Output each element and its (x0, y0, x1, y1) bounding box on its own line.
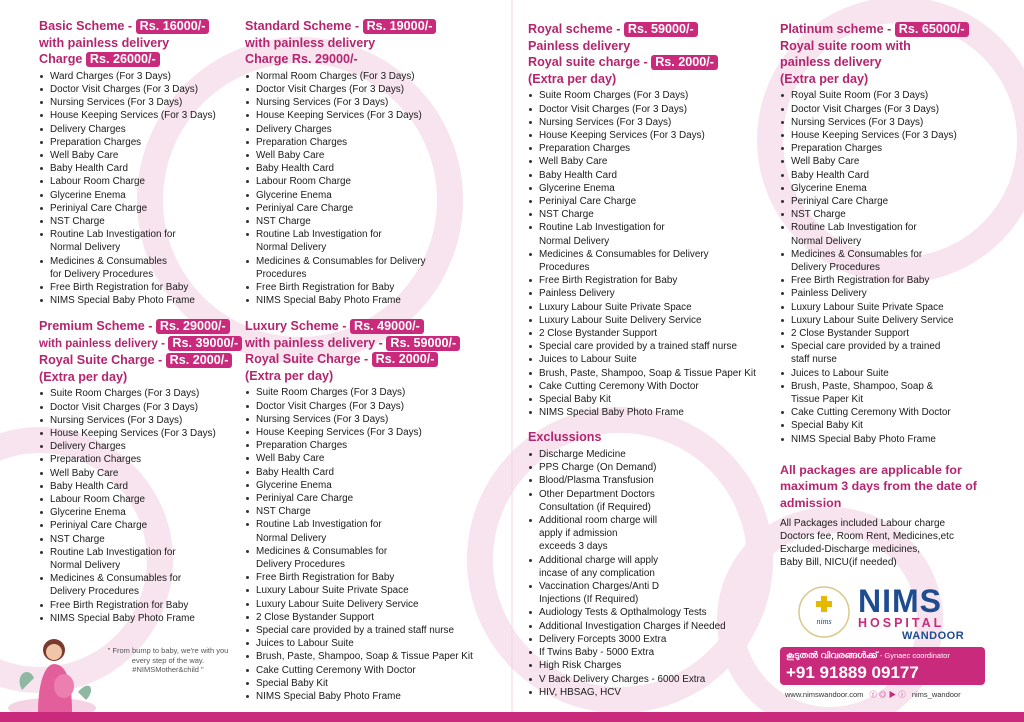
tagline-quote: " From bump to baby, we're with you every step of the way. #NIMSMother&child " (107, 646, 229, 674)
platinum-list-item: Nursing Services (For 3 Days) (780, 116, 1000, 129)
basic-list-item: Nursing Services (For 3 Days) (39, 96, 239, 109)
platinum-list-item: Preparation Charges (780, 142, 1000, 155)
basic-list-item: Routine Lab Investigation for (39, 228, 239, 241)
luxury-list-item: Medicines & Consumables for (245, 545, 485, 558)
platinum-list-item: Luxury Labour Suite Delivery Service (780, 314, 1000, 327)
basic-list-item: Normal Delivery (50, 242, 121, 254)
royal-list-item: Nursing Services (For 3 Days) (528, 116, 773, 129)
premium-price-badge: Rs. 29000/- (156, 319, 230, 334)
standard-list-item: Nursing Services (For 3 Days) (245, 96, 475, 109)
premium-list-item: Well Baby Care (39, 467, 244, 480)
basic-list-item: Medicines & Consumables (39, 255, 239, 268)
royal-list-item: Glycerine Enema (528, 182, 773, 195)
nims-emblem-icon (796, 584, 852, 640)
basic-list-item: Preparation Charges (39, 136, 239, 149)
luxury-list-item: NST Charge (245, 505, 485, 518)
basic-list-item: for Delivery Procedures (50, 268, 154, 280)
premium-list-item: Preparation Charges (39, 453, 244, 466)
exclusions-list-item: Other Department Doctors (528, 488, 773, 501)
basic-scheme (39, 18, 239, 307)
platinum-price-badge: Rs. 65000/- (895, 22, 969, 37)
standard-list-item: Medicines & Consumables for Delivery (245, 255, 475, 268)
royal-scheme (528, 21, 773, 699)
royal-price-badge: Rs. 59000/- (624, 22, 698, 37)
luxury-list-item: Suite Room Charges (For 3 Days) (245, 386, 485, 399)
premium-heading: Premium Scheme - Rs. 29000/- with painless delivery - Rs. 39000/- Royal Suite Charge - Rs. 2000/- (Extra per day) (39, 318, 244, 385)
standard-list-item: Free Birth Registration for Baby (245, 281, 475, 294)
royal-list-item: House Keeping Services (For 3 Days) (528, 129, 773, 142)
luxury-list-item: Routine Lab Investigation for (245, 518, 485, 531)
mother-illustration-icon (8, 630, 98, 712)
exclusions-list-item: Additional room charge will (528, 514, 773, 527)
royal-list-item: Preparation Charges (528, 142, 773, 155)
standard-list-item: Periniyal Care Charge (245, 202, 475, 215)
social-handle[interactable]: nims_wandoor (911, 690, 961, 699)
basic-list-item: Labour Room Charge (39, 175, 239, 188)
luxury-list-item: Brush, Paste, Shampoo, Soap & Tissue Paper Kit (245, 650, 485, 663)
platinum-list-item: Medicines & Consumables for (780, 248, 1000, 261)
website-link[interactable]: www.nimswandoor.com (785, 690, 864, 699)
luxury-suite-price-badge: Rs. 2000/- (372, 352, 439, 367)
platinum-list-item: Royal Suite Room (For 3 Days) (780, 89, 1000, 102)
exclusions-list-item: Additional charge will apply (528, 554, 773, 567)
standard-list-item: Doctor Visit Charges (For 3 Days) (245, 83, 475, 96)
royal-suite-price-badge: Rs. 2000/- (651, 55, 718, 70)
platinum-list-item: Cake Cutting Ceremony With Doctor (780, 406, 1000, 419)
basic-list-item: NST Charge (39, 215, 239, 228)
luxury-list-item: House Keeping Services (For 3 Days) (245, 426, 485, 439)
royal-heading: Royal scheme - Rs. 59000/- Painless delivery Royal suite charge - Rs. 2000/- (Extra per day) (528, 21, 773, 87)
royal-list-item: Luxury Labour Suite Delivery Service (528, 314, 773, 327)
basic-list-item: Glycerine Enema (39, 189, 239, 202)
standard-list-item: Labour Room Charge (245, 175, 475, 188)
premium-scheme (39, 318, 244, 625)
luxury-list-item: Juices to Labour Suite (245, 637, 485, 650)
brand-place: WANDOOR (902, 630, 965, 642)
royal-list-item: Brush, Paste, Shampoo, Soap & Tissue Paper Kit (528, 367, 773, 380)
premium-list-item: Periniyal Care Charge (39, 519, 244, 532)
exclusions-list-item: Injections (If Required) (539, 594, 639, 606)
exclusions-list-item: High Risk Charges (528, 659, 773, 672)
platinum-list-item: Painless Delivery (780, 287, 1000, 300)
standard-items-list (245, 70, 475, 308)
nims-logo (796, 584, 996, 644)
platinum-list-item: Special care provided by a trained (780, 340, 1000, 353)
premium-list-item: Medicines & Consumables for (39, 572, 244, 585)
basic-list-item: Baby Health Card (39, 162, 239, 175)
basic-painless-price-badge: Rs. 26000/- (86, 52, 160, 67)
royal-list-item: Free Birth Registration for Baby (528, 274, 773, 287)
royal-list-item: 2 Close Bystander Support (528, 327, 773, 340)
platinum-list-item: staff nurse (791, 354, 837, 366)
luxury-items-list (245, 386, 485, 703)
premium-list-item: Normal Delivery (50, 560, 121, 572)
package-note-body: All Packages included Labour charge Doctors fee, Room Rent, Medicines,etc Excluded-Discharge medicines, Baby Bill, NICU(if needed) (780, 518, 954, 569)
exclusions-list-item: HIV, HBSAG, HCV (528, 686, 773, 699)
platinum-list-item: Glycerine Enema (780, 182, 1000, 195)
exclusions-list-item: Audiology Tests & Opthalmology Tests (528, 606, 773, 619)
luxury-list-item: Well Baby Care (245, 452, 485, 465)
royal-list-item: Suite Room Charges (For 3 Days) (528, 89, 773, 102)
royal-list-item: Well Baby Care (528, 155, 773, 168)
premium-list-item: Suite Room Charges (For 3 Days) (39, 387, 244, 400)
exclusions-list (528, 448, 773, 699)
luxury-list-item: Doctor Visit Charges (For 3 Days) (245, 400, 485, 413)
royal-list-item: Luxury Labour Suite Private Space (528, 301, 773, 314)
luxury-list-item: Periniyal Care Charge (245, 492, 485, 505)
platinum-list-item: Luxury Labour Suite Private Space (780, 301, 1000, 314)
premium-painless-price-badge: Rs. 39000/- (168, 336, 242, 351)
royal-list-item: Special care provided by a trained staff nurse (528, 340, 773, 353)
luxury-list-item: Luxury Labour Suite Delivery Service (245, 598, 485, 611)
basic-list-item: Free Birth Registration for Baby (39, 281, 239, 294)
platinum-list-item: Normal Delivery (791, 235, 862, 247)
premium-list-item: Free Birth Registration for Baby (39, 599, 244, 612)
standard-scheme (245, 18, 475, 307)
standard-list-item: Well Baby Care (245, 149, 475, 162)
footer-links (785, 689, 961, 700)
package-note (780, 462, 1000, 570)
contact-role: - Gynaec coordinator (877, 651, 950, 660)
platinum-list-item: Brush, Paste, Shampoo, Soap & (780, 380, 1000, 393)
contact-label: കൂടുതൽ വിവരങ്ങൾക്ക് (786, 650, 878, 660)
platinum-list-item: House Keeping Services (For 3 Days) (780, 129, 1000, 142)
brand-sub: HOSPITAL (858, 616, 945, 630)
exclusions-list-item: PPS Charge (On Demand) (528, 461, 773, 474)
luxury-list-item: Special care provided by a trained staff nurse (245, 624, 485, 637)
exclusions-list-item: Discharge Medicine (528, 448, 773, 461)
basic-price-badge: Rs. 16000/- (136, 19, 210, 34)
royal-list-item: Normal Delivery (539, 235, 610, 247)
royal-list-item: Juices to Labour Suite (528, 353, 773, 366)
platinum-heading: Platinum scheme - Rs. 65000/- Royal suite room with painless delivery (Extra per day) (780, 21, 1000, 87)
royal-list-item: NST Charge (528, 208, 773, 221)
standard-list-item: Procedures (256, 268, 307, 280)
basic-list-item: Well Baby Care (39, 149, 239, 162)
basic-heading: Basic Scheme - Rs. 16000/- with painless delivery Charge Rs. 26000/- (39, 18, 239, 68)
luxury-list-item: Nursing Services (For 3 Days) (245, 413, 485, 426)
premium-list-item: Doctor Visit Charges (For 3 Days) (39, 401, 244, 414)
exclusions-heading: Exclussions (528, 430, 602, 445)
platinum-list-item: NIMS Special Baby Photo Frame (780, 433, 1000, 446)
royal-list-item: Procedures (539, 262, 590, 274)
standard-list-item: Normal Delivery (256, 242, 327, 254)
platinum-items-list (780, 89, 1000, 445)
platinum-list-item: Doctor Visit Charges (For 3 Days) (780, 103, 1000, 116)
svg-text:nims: nims (816, 617, 832, 626)
bottom-bar (0, 712, 1024, 722)
standard-list-item: House Keeping Services (For 3 Days) (245, 109, 475, 122)
luxury-list-item: Free Birth Registration for Baby (245, 571, 485, 584)
platinum-list-item: Baby Health Card (780, 169, 1000, 182)
platinum-list-item: Special Baby Kit (780, 419, 1000, 432)
package-note-heading: All packages are applicable for maximum 3 days from the date of admission (780, 462, 977, 510)
exclusions-list-item: Blood/Plasma Transfusion (528, 474, 773, 487)
standard-list-item: Baby Health Card (245, 162, 475, 175)
contact-phone[interactable]: +91 91889 09177 (786, 663, 919, 682)
exclusions-list-item: Consultation (if Required) (539, 501, 651, 513)
royal-list-item: Periniyal Care Charge (528, 195, 773, 208)
luxury-scheme (245, 318, 485, 703)
royal-list-item: Routine Lab Investigation for (528, 221, 773, 234)
premium-list-item: Routine Lab Investigation for (39, 546, 244, 559)
premium-list-item: Delivery Charges (39, 440, 244, 453)
royal-list-item: Painless Delivery (528, 287, 773, 300)
platinum-list-item: NST Charge (780, 208, 1000, 221)
royal-list-item: NIMS Special Baby Photo Frame (528, 406, 773, 419)
standard-list-item: Delivery Charges (245, 123, 475, 136)
exclusions-list-item: incase of any complication (539, 567, 655, 579)
premium-suite-price-badge: Rs. 2000/- (166, 353, 233, 368)
basic-list-item: Delivery Charges (39, 123, 239, 136)
platinum-list-item: Delivery Procedures (791, 262, 880, 274)
luxury-list-item: Delivery Procedures (256, 559, 345, 571)
royal-items-list (528, 89, 773, 419)
brand-name: NIMS (858, 583, 942, 619)
premium-list-item: Delivery Procedures (50, 586, 139, 598)
platinum-list-item: Routine Lab Investigation for (780, 221, 1000, 234)
luxury-list-item: Cake Cutting Ceremony With Doctor (245, 664, 485, 677)
premium-list-item: Nursing Services (For 3 Days) (39, 414, 244, 427)
exclusions-list-item: Vaccination Charges/Anti D (528, 580, 773, 593)
basic-list-item: Ward Charges (For 3 Days) (39, 70, 239, 83)
luxury-list-item: Special Baby Kit (245, 677, 485, 690)
luxury-list-item: Preparation Charges (245, 439, 485, 452)
standard-heading: Standard Scheme - Rs. 19000/- with painless delivery Charge Rs. 29000/- (245, 18, 475, 68)
premium-list-item: NIMS Special Baby Photo Frame (39, 612, 244, 625)
standard-list-item: NIMS Special Baby Photo Frame (245, 294, 475, 307)
exclusions-list-item: exceeds 3 days (539, 541, 608, 553)
exclusions-list-item: Additional Investigation Charges if Needed (528, 620, 773, 633)
royal-list-item: Baby Health Card (528, 169, 773, 182)
premium-list-item: Glycerine Enema (39, 506, 244, 519)
luxury-list-item: NIMS Special Baby Photo Frame (245, 690, 485, 703)
platinum-list-item: 2 Close Bystander Support (780, 327, 1000, 340)
standard-list-item: Preparation Charges (245, 136, 475, 149)
luxury-list-item: Baby Health Card (245, 466, 485, 479)
premium-items-list (39, 387, 244, 625)
basic-list-item: NIMS Special Baby Photo Frame (39, 294, 239, 307)
platinum-scheme (780, 21, 1000, 569)
basic-list-item: Doctor Visit Charges (For 3 Days) (39, 83, 239, 96)
basic-list-item: House Keeping Services (For 3 Days) (39, 109, 239, 122)
luxury-list-item: Normal Delivery (256, 532, 327, 544)
exclusions-list-item: Delivery Forcepts 3000 Extra (528, 633, 773, 646)
luxury-list-item: Glycerine Enema (245, 479, 485, 492)
exclusions-list-item: If Twins Baby - 5000 Extra (528, 646, 773, 659)
royal-list-item: Special Baby Kit (528, 393, 773, 406)
contact-box (780, 647, 985, 685)
luxury-list-item: 2 Close Bystander Support (245, 611, 485, 624)
royal-list-item: Medicines & Consumables for Delivery (528, 248, 773, 261)
luxury-heading: Luxury Scheme - Rs. 49000/- with painless delivery - Rs. 59000/- Royal Suite Charge - Rs. 2000/- (Extra per day) (245, 318, 485, 384)
royal-list-item: Cake Cutting Ceremony With Doctor (528, 380, 773, 393)
premium-list-item: House Keeping Services (For 3 Days) (39, 427, 244, 440)
platinum-list-item: Periniyal Care Charge (780, 195, 1000, 208)
standard-price-badge: Rs. 19000/- (363, 19, 437, 34)
platinum-list-item: Juices to Labour Suite (780, 367, 1000, 380)
social-icons: ⓕ ◎ ▶ ⓘ (869, 690, 906, 699)
standard-list-item: Routine Lab Investigation for (245, 228, 475, 241)
platinum-list-item: Tissue Paper Kit (791, 394, 864, 406)
platinum-list-item: Well Baby Care (780, 155, 1000, 168)
premium-list-item: NST Charge (39, 533, 244, 546)
luxury-price-badge: Rs. 49000/- (350, 319, 424, 334)
luxury-painless-price-badge: Rs. 59000/- (386, 336, 460, 351)
exclusions-list-item: V Back Delivery Charges - 6000 Extra (528, 673, 773, 686)
standard-list-item: Glycerine Enema (245, 189, 475, 202)
platinum-list-item: Free Birth Registration for Baby (780, 274, 1000, 287)
premium-list-item: Labour Room Charge (39, 493, 244, 506)
basic-items-list (39, 70, 239, 308)
standard-list-item: Normal Room Charges (For 3 Days) (245, 70, 475, 83)
premium-list-item: Baby Health Card (39, 480, 244, 493)
exclusions-list-item: apply if admission (539, 528, 618, 540)
standard-list-item: NST Charge (245, 215, 475, 228)
luxury-list-item: Luxury Labour Suite Private Space (245, 584, 485, 597)
basic-list-item: Periniyal Care Charge (39, 202, 239, 215)
royal-list-item: Doctor Visit Charges (For 3 Days) (528, 103, 773, 116)
